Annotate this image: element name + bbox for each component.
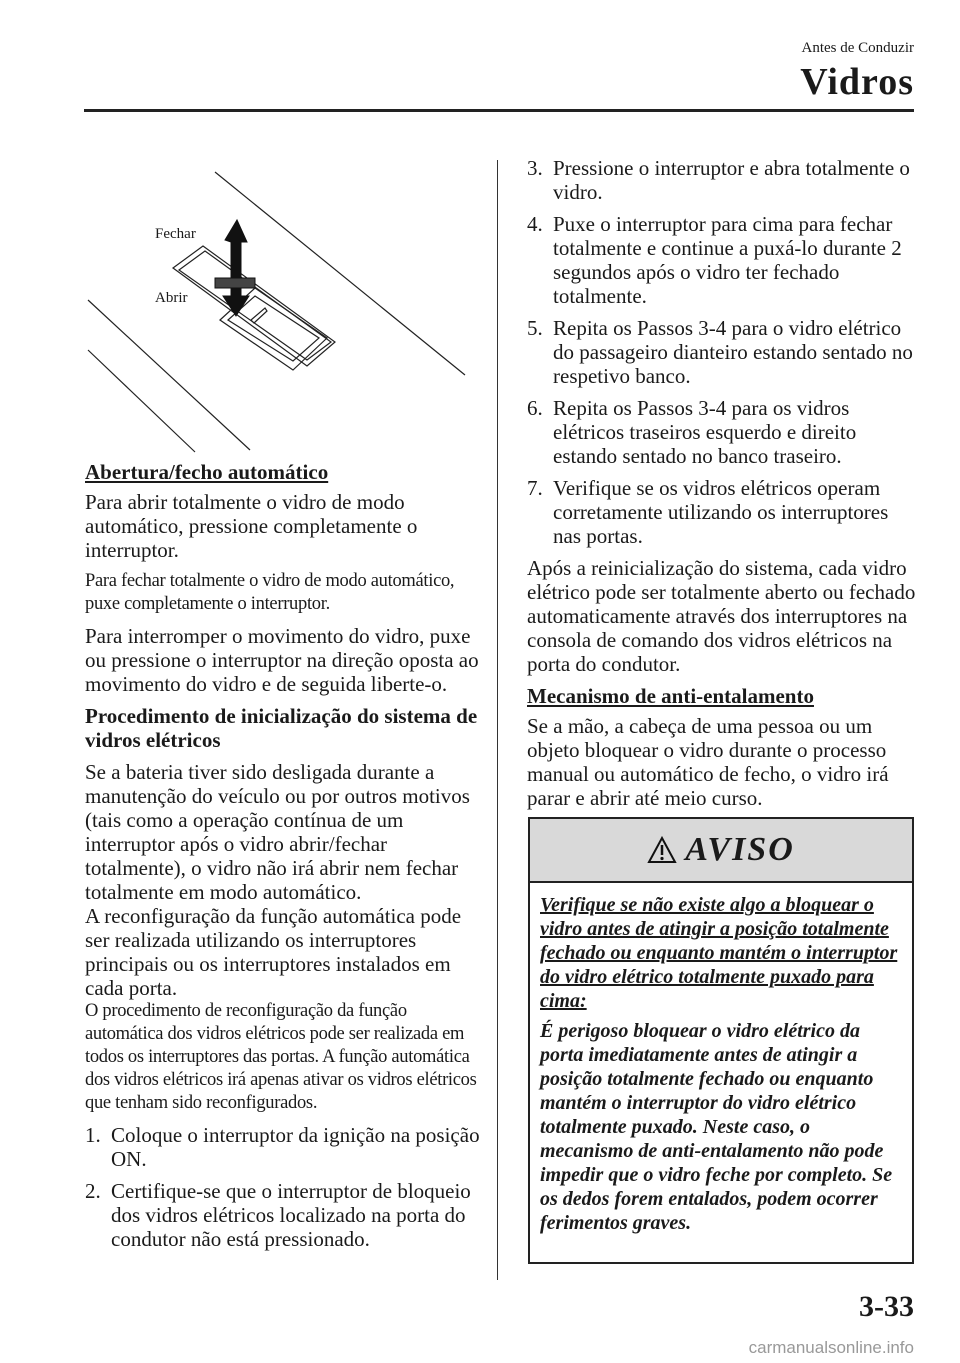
page-title: Vidros [800,61,914,103]
step-text: Repita os Passos 3-4 para os vidros elétricos traseiros esquerdo e direito estando sentado no banco traseiro. [553,396,857,468]
step-text: Repita os Passos 3-4 para o vidro elétrico do passageiro dianteiro estando sentado no respetivo banco. [553,316,913,388]
list-item [527,156,917,204]
paragraph: A reconfiguração da função automática pode ser realizada utilizando os interruptores principais ou os interruptores instalados em cada porta. [85,904,462,1000]
step-number: 7. [527,476,543,500]
column-divider [497,160,498,1280]
paragraph: Para interromper o movimento do vidro, puxe ou pressione o interruptor na direção oposta ao movimento do vidro e de seguida liberte-o. [85,624,479,696]
watermark: carmanualsonline.info [748,1338,914,1357]
step-text: Verifique se os vidros elétricos operam corretamente utilizando os interruptores nas portas. [553,476,889,548]
page-number: 3-33 [859,1290,914,1323]
warning-lead: Verifique se não existe algo a bloquear o vidro antes de atingir a posição totalmente fechado ou enquanto mantém o interruptor do vidro elétrico totalmente puxado para cima: [540,894,898,1012]
list-item [527,316,917,388]
warning-title: AVISO [685,831,795,868]
paragraph: Para fechar totalmente o vidro de modo automático, puxe completamente o interruptor. [85,571,455,614]
step-text: Certifique-se que o interruptor de bloqueio dos vidros elétricos localizado na porta do condutor não está pressionado. [111,1179,471,1251]
paragraph: Se a bateria tiver sido desligada durante a manutenção do veículo ou por outros motivos (tais como a operação contínua de um interruptor após o vidro abrir/fechar totalmente), o vidro não irá abrir nem fechar totalmente em modo automático. [85,760,470,904]
warning-body [530,883,912,1235]
warning-text: É perigoso bloquear o vidro elétrico da porta imediatamente antes de atingir a posição totalmente fechado ou enquanto mantém o interruptor do vidro elétrico totalmente puxado. Neste caso, o mecanismo de anti-entalamento não pode impedir que o vidro feche por completo. Se os dedos forem entalados, podem ocorrer ferimentos graves. [540,1020,893,1234]
paragraph: Se a mão, a cabeça de uma pessoa ou um objeto bloquear o vidro durante o processo manual ou automático de fecho, o vidro irá parar e abrir até meio curso. [527,714,889,810]
window-switch-illustration [85,160,480,455]
warning-triangle-icon [647,836,677,864]
right-column [527,156,917,818]
step-number: 2. [85,1179,101,1203]
paragraph: O procedimento de reconfiguração da função automática dos vidros elétricos pode ser realizada em todos os interruptores das portas. A função automática dos vidros elétricos irá apenas ativar os vidros elétricos que tenham sido reconfigurados. [85,1001,477,1113]
heading-auto-open-close: Abertura/fecho automático [85,460,329,484]
step-text: Puxe o interruptor para cima para fechar totalmente e continue a puxá-lo durante 2 segundos após o vidro ter fechado totalmente. [553,212,902,308]
list-item [85,1123,480,1171]
heading-init-procedure: Procedimento de inicialização do sistema de vidros elétricos [85,704,478,752]
header-rule [84,109,914,112]
step-number: 6. [527,396,543,420]
window-switch-drawing [85,160,480,455]
list-item [85,1179,480,1251]
label-open: Abrir [155,290,188,306]
warning-box [528,817,914,1264]
section-title: Antes de Conduzir [801,40,914,56]
list-item [527,476,917,548]
warning-header [530,819,912,883]
step-text: Coloque o interruptor da ignição na posição ON. [111,1123,480,1171]
step-number: 1. [85,1123,101,1147]
paragraph: Após a reinicialização do sistema, cada vidro elétrico pode ser totalmente aberto ou fechado automaticamente através dos interruptores na consola de comando dos vidros elétricos na porta do condutor. [527,556,916,676]
paragraph: Para abrir totalmente o vidro de modo automático, pressione completamente o interruptor. [85,490,418,562]
step-number: 5. [527,316,543,340]
list-item [527,212,917,308]
step-number: 4. [527,212,543,236]
heading-anti-pinch: Mecanismo de anti-entalamento [527,684,814,708]
step-number: 3. [527,156,543,180]
list-item [527,396,917,468]
label-close: Fechar [155,226,196,242]
left-column [85,460,480,1259]
step-text: Pressione o interruptor e abra totalmente o vidro. [553,156,910,204]
